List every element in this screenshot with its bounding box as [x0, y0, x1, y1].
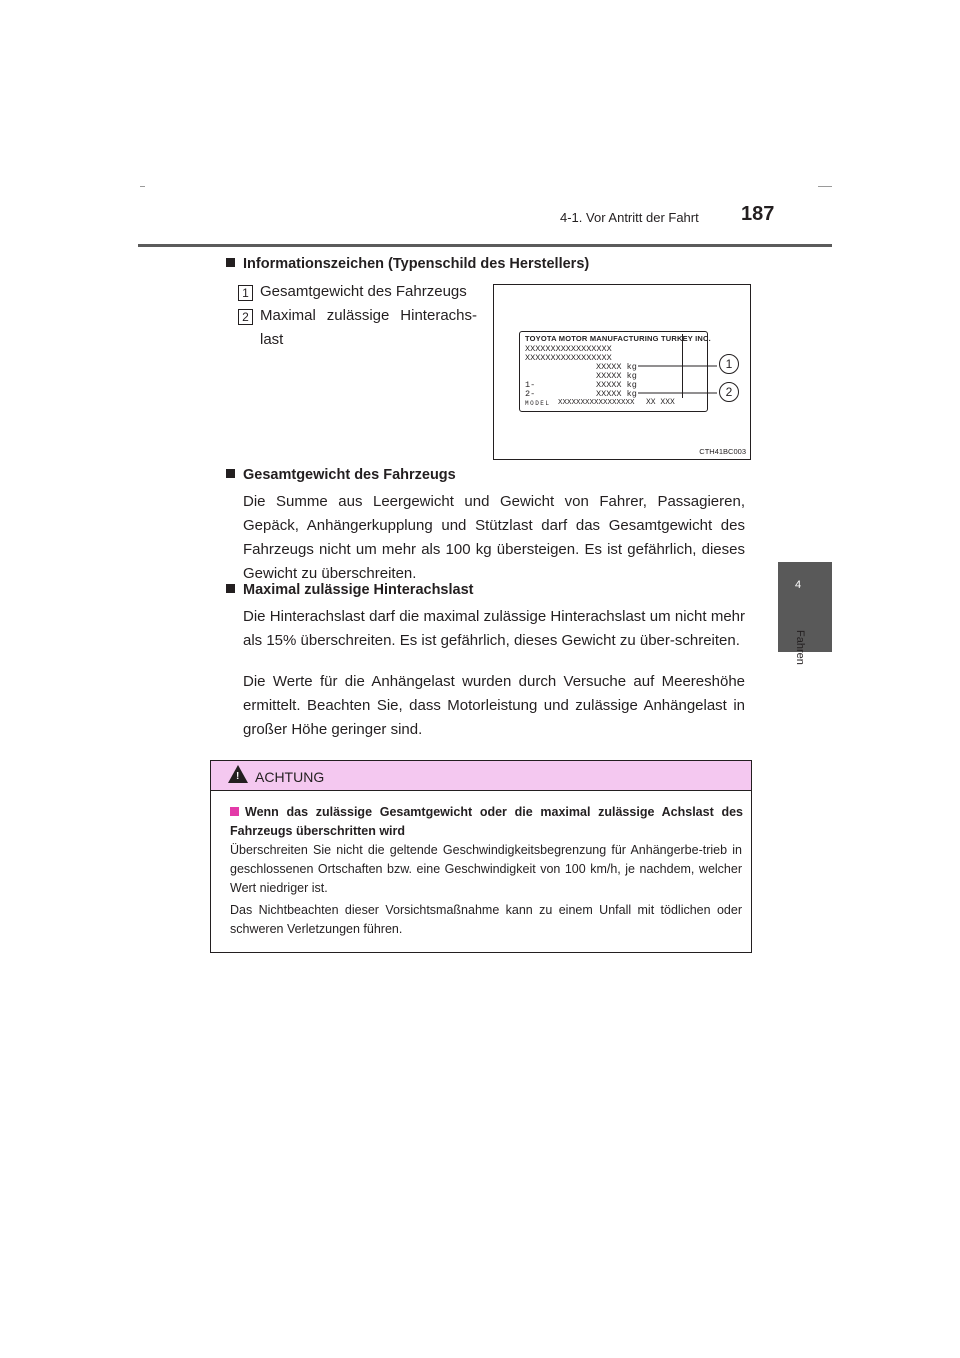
heading-info-text: Informationszeichen (Typenschild des Herstellers) — [243, 256, 590, 272]
bullet-square-icon — [226, 584, 235, 593]
plate-leader-lines — [520, 332, 707, 411]
legend-text: Maximal zulässige Hinterachs- — [260, 307, 477, 324]
heading-axle-text: Maximal zulässige Hinterachslast — [243, 582, 474, 598]
paragraph-weight: Die Summe aus Leergewicht und Gewicht von Fahrer, Passagieren, Gepäck, Anhängerkupplung und Stützlast darf das Gesamtgewicht des Fahrzeugs nicht um mehr als 100 kg übersteigen. Es ist gefährlich, dieses Gewicht zu überschreiten. — [243, 493, 745, 582]
heading-weight — [226, 467, 456, 483]
plate-model-value: XXXXXXXXXXXXXXXXX — [558, 399, 635, 407]
exclamation-icon: ! — [236, 771, 240, 782]
plate-axle-label: 1- — [525, 380, 536, 390]
plate-weight: XXXXX kg — [596, 371, 637, 381]
figure-code: CTH41BC003 — [699, 447, 746, 456]
type-plate — [519, 331, 711, 412]
warning-text-1: Überschreiten Sie nicht die geltende Geschwindigkeitsbegrenzung für Anhängerbe-trieb in geschlossenen Ortschaften bzw. eine Geschwindigkeit von 100 km/h, je nachdem, welcher Wert niedriger ist. — [230, 843, 742, 895]
paragraph-axle-1: Die Hinterachslast darf die maximal zulässige Hinterachslast um nicht mehr als 15% überschreiten. Es ist gefährlich, dieses Gewicht zu über-schreiten. — [243, 608, 745, 649]
plate-row: XXXXXXXXXXXXXXXXX — [525, 344, 612, 354]
legend-number-2: 2 — [238, 309, 253, 325]
heading-axle — [226, 582, 474, 598]
bullet-square-icon — [226, 258, 235, 267]
plate-weight: XXXXX kg — [596, 389, 637, 399]
legend-text: Gesamtgewicht des Fahrzeugs — [260, 283, 467, 300]
plate-axle-label: 2- — [525, 389, 536, 399]
callout-1: 1 — [719, 354, 739, 374]
plate-model-label: MODEL — [525, 400, 551, 407]
section-title: 4-1. Vor Antritt der Fahrt — [560, 210, 699, 225]
warning-title: ACHTUNG — [255, 769, 325, 785]
crop-mark-left — [140, 186, 145, 187]
heading-info — [226, 256, 589, 272]
type-plate-figure — [493, 284, 751, 460]
warning-heading-text: Wenn das zulässige Gesamtgewicht oder die maximal zulässige Achslast des Fahrzeugs überschritten wird — [230, 805, 743, 838]
legend-item-2 — [260, 304, 477, 352]
warning-heading — [230, 803, 743, 841]
plate-model-suffix: XX XXX — [646, 398, 675, 407]
chapter-number: 4 — [795, 579, 802, 591]
warning-box — [210, 760, 752, 953]
callout-2: 2 — [719, 382, 739, 402]
crop-mark-right — [818, 186, 832, 187]
plate-manufacturer: TOYOTA MOTOR MANUFACTURING TURKEY INC. — [525, 334, 711, 343]
bullet-square-icon — [230, 807, 239, 816]
legend-number-1: 1 — [238, 285, 253, 301]
heading-weight-text: Gesamtgewicht des Fahrzeugs — [243, 467, 456, 483]
chapter-label: Fahren — [794, 630, 806, 665]
plate-weight: XXXXX kg — [596, 380, 637, 390]
legend-text: last — [260, 331, 284, 348]
header-rule — [138, 244, 832, 247]
legend-item-1 — [260, 280, 467, 304]
page-number: 187 — [741, 203, 775, 225]
plate-row: XXXXXXXXXXXXXXXXX — [525, 353, 612, 363]
paragraph-axle-2: Die Werte für die Anhängelast wurden durch Versuche auf Meereshöhe ermittelt. Beachten Sie, dass Motorleistung und zulässige Anhängelast in großer Höhe geringer sind. — [243, 673, 745, 738]
warning-text-2: Das Nichtbeachten dieser Vorsichtsmaßnahme kann zu einem Unfall mit tödlichen oder schweren Verletzungen führen. — [230, 903, 742, 936]
warning-header — [211, 761, 751, 791]
plate-weight: XXXXX kg — [596, 362, 637, 372]
bullet-square-icon — [226, 469, 235, 478]
